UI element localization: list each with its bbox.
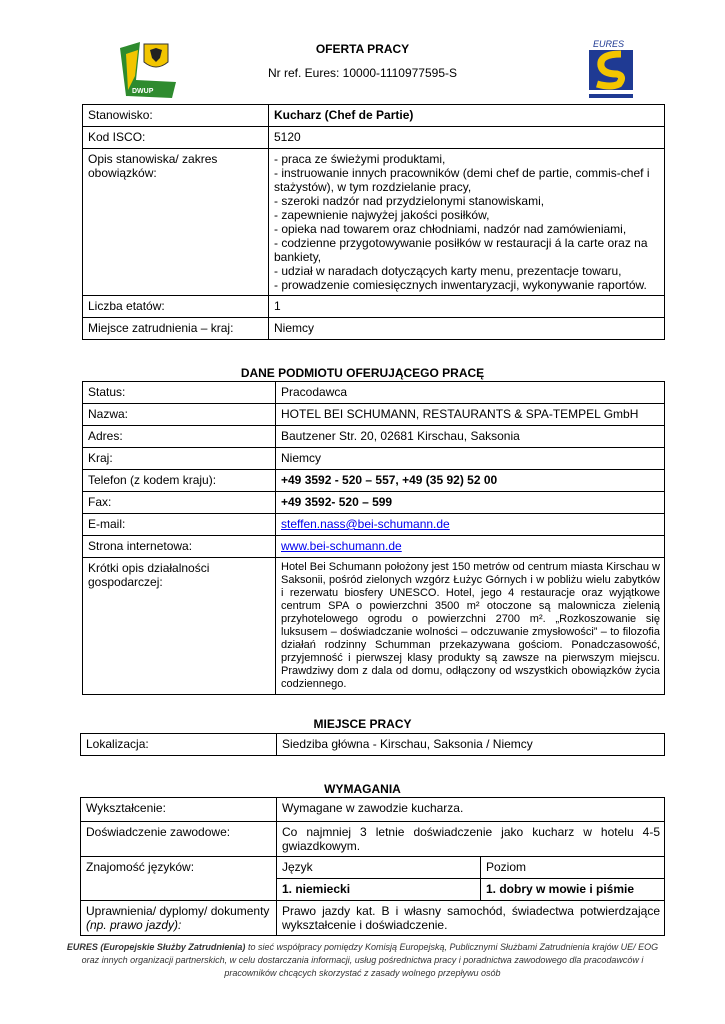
permits-label — [81, 901, 277, 936]
footer-note — [60, 941, 665, 980]
permits-value: Prawo jazdy kat. B i własny samochód, świadectwa potwierdzające wykształcenie i doświadczenie. — [277, 901, 665, 936]
duty-item: - instruowanie innych pracowników (demi chef de partie, commis-chef i stażystów), w tym rozdzielanie pracy, — [274, 166, 650, 194]
language-level: 1. dobry w mowie i piśmie — [481, 879, 665, 901]
languages-label: Znajomość języków: — [81, 857, 277, 901]
education-value: Wymagane w zawodzie kucharza. — [277, 798, 665, 822]
requirements-section-title: WYMAGANIA — [324, 782, 401, 796]
experience-value: Co najmniej 3 letnie doświadczenie jako kucharz w hotelu 4-5 gwiazdkowym. — [277, 822, 665, 857]
www-label: Strona internetowa: — [83, 536, 276, 558]
footer-line2: oraz innych organizacji partnerskich, w celu dostarczania informacji, usług pośrednictwa pracy i poradnictwa zawodowego dla pracodawców i — [81, 955, 644, 965]
location-section-title: MIEJSCE PRACY — [313, 717, 412, 731]
phone-value: +49 3592 - 520 – 557, +49 (35 92) 52 00 — [276, 470, 665, 492]
place-label: Miejsce zatrudnienia – kraj: — [83, 318, 269, 340]
employer-table — [82, 381, 665, 695]
logo-text: DWUP — [132, 88, 154, 95]
duties-list — [269, 149, 665, 296]
place-value: Niemcy — [269, 318, 665, 340]
name-label: Nazwa: — [83, 404, 276, 426]
phone-label: Telefon (z kodem kraju): — [83, 470, 276, 492]
fax-label: Fax: — [83, 492, 276, 514]
position-value: Kucharz (Chef de Partie) — [269, 105, 665, 127]
isco-value: 5120 — [269, 127, 665, 149]
footer-line3: pracowników chcących skorzystać z zasady wolnego przepływu osób — [224, 968, 501, 978]
duties-label: Opis stanowiska/ zakres obowiązków: — [83, 149, 269, 296]
document-title: OFERTA PRACY — [315, 42, 410, 56]
email-label: E-mail: — [83, 514, 276, 536]
email-cell — [276, 514, 665, 536]
duty-item: - prowadzenie comiesięcznych inwentaryzacji, wykonywanie raportów. — [274, 278, 647, 292]
duty-item: - szeroki nadzór nad przydzielonymi stanowiskami, — [274, 194, 545, 208]
permits-label-example: (np. prawo jazdy): — [86, 918, 182, 932]
duty-item: - codzienne przygotowywanie posiłków w restauracji á la carte oraz na bankiety, — [274, 236, 648, 264]
duty-item: - praca ze świeżymi produktami, — [274, 152, 446, 166]
education-label: Wykształcenie: — [81, 798, 277, 822]
eures-logo — [585, 38, 637, 102]
duties — [274, 152, 660, 292]
reference-number: Nr ref. Eures: 10000-1110977595-S — [267, 66, 457, 80]
country-value: Niemcy — [276, 448, 665, 470]
language-col-header: Język — [277, 857, 481, 879]
www-cell — [276, 536, 665, 558]
position-label: Stanowisko: — [83, 105, 269, 127]
location-table — [80, 733, 665, 756]
language-name: 1. niemiecki — [277, 879, 481, 901]
location-label: Lokalizacja: — [81, 734, 277, 756]
name-value: HOTEL BEI SCHUMANN, RESTAURANTS & SPA-TEMPEL GmbH — [276, 404, 665, 426]
requirements-table — [80, 797, 665, 936]
business-desc-label: Krótki opis działalności gospodarczej: — [83, 558, 276, 695]
status-value: Pracodawca — [276, 382, 665, 404]
country-label: Kraj: — [83, 448, 276, 470]
etaty-label: Liczba etatów: — [83, 296, 269, 318]
etaty-value: 1 — [269, 296, 665, 318]
footer-line1: to sieć współpracy pomiędzy Komisją Europejską, Publicznymi Służbami Zatrudnienia krajów UE/ EOG — [245, 942, 659, 952]
eures-logo-text: EURES — [593, 39, 625, 49]
website-link[interactable]: www.bei-schumann.de — [281, 539, 402, 553]
email-link[interactable]: steffen.nass@bei-schumann.de — [281, 517, 450, 531]
duty-item: - opieka nad towarem oraz chłodniami, nadzór nad zamówieniami, — [274, 222, 627, 236]
level-col-header: Poziom — [481, 857, 665, 879]
duty-item: - udział w naradach dotyczących karty menu, prezentacje towaru, — [274, 264, 622, 278]
fax-value: +49 3592- 520 – 599 — [276, 492, 665, 514]
permits-label-main: Uprawnienia/ dyplomy/ dokumenty — [86, 904, 270, 918]
job-table — [82, 104, 665, 340]
business-desc-value: Hotel Bei Schumann położony jest 150 metrów od centrum miasta Kirschau w Saksonii, pośród zielonych wzgórz Łużyc Górnych i w pobliżu wielu zabytków i rezerwatu biosfery UNESCO. Hotel, jego 4 restauracje oraz wyjątkowe centrum SPA o powierzchni 3500 m² otoczone są malownicza zielenią przyhotelowego ogrodu o powierzchni 2700 m². „Rozkoszowanie się luksusem – doświadczanie wolności – odczuwanie zmysłowości” – to filozofia działań rodzinny Schumman przekazywana gościom. Ponadczasowość, przyjemność i pierwszej klasy produkty są zawsze na pierwszym miejscu. Prawdziwy dom z dala od domu, odłączony od wszystkich obowiązków życia codziennego. — [276, 558, 665, 695]
status-label: Status: — [83, 382, 276, 404]
location-value: Siedziba główna - Kirschau, Saksonia / Niemcy — [277, 734, 665, 756]
experience-label: Doświadczenie zawodowe: — [81, 822, 277, 857]
footer-bold: EURES (Europejskie Służby Zatrudnienia) — [66, 942, 246, 952]
address-value: Bautzener Str. 20, 02681 Kirschau, Saksonia — [276, 426, 665, 448]
employer-section-title: DANE PODMIOTU OFERUJĄCEGO PRACĘ — [240, 366, 485, 380]
address-label: Adres: — [83, 426, 276, 448]
duty-item: - zapewnienie najwyżej jakości posiłków, — [274, 208, 490, 222]
isco-label: Kod ISCO: — [83, 127, 269, 149]
